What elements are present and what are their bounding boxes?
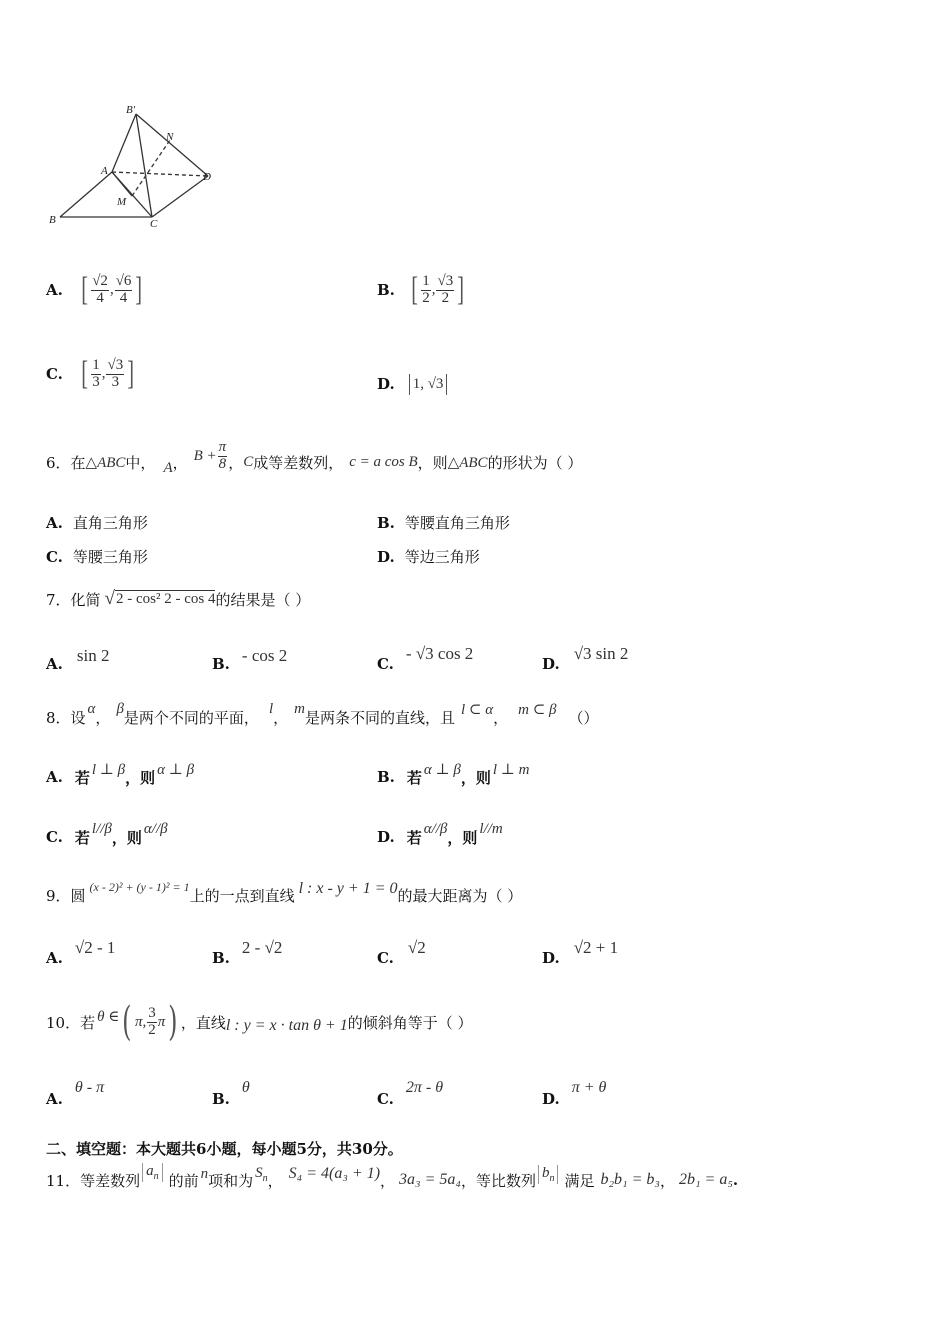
option-text: 直角三角形 <box>72 514 148 532</box>
q11-sn: S <box>255 1164 263 1181</box>
label-a: A <box>101 165 108 177</box>
q10-two: 2 <box>148 1021 156 1038</box>
q11-comma-2: ， <box>380 1171 396 1190</box>
q10-option-b <box>212 1078 250 1108</box>
option-ze: ，则 <box>460 768 491 787</box>
q6-pi: π <box>218 438 227 455</box>
q6-text-4: 的形状为（ ） <box>487 453 583 472</box>
q11-text-2: 项和为 <box>208 1171 254 1190</box>
q11-bn-sub: n <box>549 1172 555 1184</box>
q8-beta: β <box>116 700 124 717</box>
option-ze: ，则 <box>111 828 142 847</box>
option-result: α//β <box>143 820 168 837</box>
question-9 <box>46 878 522 912</box>
q6-option-b <box>377 512 510 533</box>
q11-an <box>142 1163 163 1182</box>
option-ze: ，则 <box>125 768 156 787</box>
option-letter: D. <box>377 548 395 566</box>
geometry-figure <box>40 100 230 235</box>
q11-end: . <box>732 1171 739 1189</box>
option-letter: D. <box>542 1090 560 1108</box>
option-letter: A. <box>46 768 63 786</box>
frac-den: 3 <box>111 373 120 390</box>
q7-radicand: 2 - cos² 2 - cos 4 <box>115 591 216 607</box>
option-letter: B. <box>377 514 395 532</box>
option-ruo: 若 <box>74 768 90 787</box>
option-letter: A. <box>46 655 63 673</box>
q6-a: A <box>163 459 173 476</box>
q6-number: 6．在 <box>46 453 86 472</box>
option-value: sin 2 <box>76 646 110 665</box>
option-letter: D. <box>377 828 395 846</box>
q11-sn-sub: n <box>262 1172 268 1184</box>
q6-triangle: △ABC <box>85 454 126 471</box>
q8-number: 8．设 <box>46 708 86 727</box>
question-8 <box>46 700 599 734</box>
q8-text-2: 是两条不同的直线，且 <box>304 708 455 727</box>
option-value: 2π - θ <box>405 1079 444 1096</box>
q6-c: C <box>243 453 254 470</box>
option-value: - √3 cos 2 <box>405 644 474 663</box>
q9-line-eq: l : x - y + 1 = 0 <box>298 880 398 897</box>
option-ruo: 若 <box>74 828 90 847</box>
q10-line-eq: l : y = x · tan θ + 1 <box>225 1017 348 1034</box>
option-letter: A. <box>46 514 63 532</box>
q7-option-d <box>542 644 629 673</box>
q11-text-4: 满足 <box>564 1171 595 1190</box>
frac-num: √3 <box>437 272 454 289</box>
option-letter: A. <box>46 949 63 967</box>
option-text: 等腰直角三角形 <box>404 514 510 532</box>
q10-option-d <box>542 1078 607 1108</box>
q7-option-b <box>212 646 288 673</box>
q8-cond-1: l ⊂ α <box>460 701 494 718</box>
label-d: D <box>203 171 211 183</box>
q10-option-c <box>377 1078 444 1108</box>
option-condition: l//β <box>91 820 112 837</box>
option-value: θ - π <box>74 1079 105 1096</box>
q7-option-c <box>377 644 474 673</box>
q5-option-a: A. [ $\frac{√2}{4}$ , $\frac{√6}{4}$ ] <box>46 271 143 308</box>
option-condition: l ⊥ β <box>91 761 126 778</box>
q6-option-a <box>46 512 148 533</box>
q10-text-1: ，直线 <box>180 1013 226 1032</box>
q8-comma: ， <box>95 708 111 727</box>
q10-text-2: 的倾斜角等于（ ） <box>347 1013 473 1032</box>
q11-eq-4: 2b₁ = a₅ <box>678 1171 733 1188</box>
option-letter: C. <box>377 655 394 673</box>
q8-paren: （） <box>568 708 599 727</box>
q10-pi-2: π <box>157 1013 166 1030</box>
option-ze: ，则 <box>447 828 478 847</box>
q11-comma: ， <box>267 1171 283 1190</box>
q11-number: 11．等差数列 <box>46 1171 141 1190</box>
q10-theta-in: θ ∈ <box>97 1008 120 1025</box>
option-letter: C. <box>46 365 63 383</box>
q9-option-c <box>377 938 426 967</box>
q7-number: 7．化简 <box>46 590 101 609</box>
label-c: C <box>150 218 158 230</box>
q8-alpha: α <box>87 700 96 717</box>
q11-bn <box>538 1165 559 1184</box>
label-b-prime: B′ <box>126 104 136 116</box>
frac-num: √2 <box>92 272 108 289</box>
q8-m: m <box>294 700 305 717</box>
option-letter: B. <box>212 949 230 967</box>
q6-text-3: ，则 <box>417 453 448 472</box>
q6-triangle-2: △ABC <box>447 454 488 471</box>
q7-tail: 的结果是（ ） <box>215 590 311 609</box>
option-letter: C. <box>377 949 394 967</box>
q6-comma-2: ， <box>228 453 244 472</box>
q6-equation: c = a cos B <box>349 453 418 470</box>
q11-eq-2: 3a₃ = 5a₄ <box>399 1171 461 1188</box>
q10-three: 3 <box>148 1004 156 1021</box>
option-text: 等腰三角形 <box>72 548 148 566</box>
label-b: B <box>49 214 56 226</box>
q8-option-c <box>46 820 168 854</box>
option-value: √2 + 1 <box>573 938 619 957</box>
q5-option-d <box>377 366 447 402</box>
q6-eight: 8 <box>218 455 227 472</box>
label-n: N <box>166 131 174 143</box>
frac-den: 2 <box>441 289 450 306</box>
option-value: - cos 2 <box>241 646 288 665</box>
q10-pi: π, <box>134 1013 147 1030</box>
option-letter: C. <box>377 1090 394 1108</box>
option-value: √3 sin 2 <box>573 644 629 663</box>
q7-option-a <box>46 646 110 673</box>
q6-option-d <box>377 546 480 567</box>
option-ruo: 若 <box>406 828 422 847</box>
q10-number: 10．若 <box>46 1013 96 1032</box>
option-value: √2 - 1 <box>74 938 116 957</box>
q11-bn-letter: b <box>541 1164 550 1181</box>
q8-option-b <box>377 760 530 794</box>
q8-option-d <box>377 820 503 854</box>
q8-comma-3: ， <box>493 708 509 727</box>
section-heading: 二、填空题：本大题共6小题，每小题5分，共30分。 <box>46 1140 403 1158</box>
option-letter: D. <box>542 655 560 673</box>
q9-option-a <box>46 938 116 967</box>
question-7: 7．化简 √ 2 - cos² 2 - cos 4 的结果是（ ） <box>46 588 311 609</box>
question-6 <box>46 436 582 488</box>
option-letter: A. <box>46 1090 63 1108</box>
q6-option-c <box>46 546 148 567</box>
q11-an-sub: n <box>153 1170 159 1182</box>
q9-option-b <box>212 938 283 967</box>
option-value: π + θ <box>571 1079 607 1096</box>
option-ruo: 若 <box>406 768 422 787</box>
q11-text-1: 的前 <box>168 1171 199 1190</box>
q8-comma-2: ， <box>273 708 289 727</box>
q9-text-1: 上的一点到直线 <box>189 886 295 905</box>
question-11 <box>46 1162 738 1198</box>
q11-n: n <box>200 1165 209 1182</box>
q11-eq-1: S₄ = 4(a₃ + 1) <box>288 1165 381 1182</box>
option-letter: B. <box>212 655 230 673</box>
option-letter: C. <box>46 548 63 566</box>
option-result: l//m <box>479 820 503 837</box>
q11-an-letter: a <box>146 1162 154 1179</box>
q6-comma: ， <box>172 453 188 472</box>
option-letter: B. <box>377 281 395 299</box>
q8-cond-2: m ⊂ β <box>518 701 557 718</box>
option-letter: B. <box>212 1090 230 1108</box>
q8-l: l <box>268 700 274 717</box>
q9-option-d <box>542 938 619 967</box>
option-condition: α ⊥ β <box>423 761 461 778</box>
frac-den: 2 <box>422 289 430 306</box>
option-result: l ⊥ m <box>492 761 530 778</box>
q9-text-2: 的最大距离为（ ） <box>397 886 523 905</box>
q5-option-c: C. [ $\frac{1}{3}$ , $\frac{√3}{3}$ ] <box>46 355 135 392</box>
q11-comma-3: ， <box>659 1171 675 1190</box>
option-letter: A. <box>46 281 63 299</box>
option-letter: D. <box>542 949 560 967</box>
option-condition: α//β <box>423 820 448 837</box>
q8-text-1: 是两个不同的平面， <box>123 708 259 727</box>
option-letter: C. <box>46 828 63 846</box>
frac-num: 1 <box>422 272 430 289</box>
q9-number: 9．圆 <box>46 886 86 905</box>
option-text: 等边三角形 <box>404 548 480 566</box>
frac-den: 4 <box>96 289 104 306</box>
option-result: α ⊥ β <box>157 761 195 778</box>
frac-num: √3 <box>107 356 124 373</box>
q8-option-a <box>46 760 194 794</box>
q5-option-b: B. [ $\frac{1}{2}$ , $\frac{√3}{2}$ ] <box>377 271 465 308</box>
option-letter: B. <box>377 768 395 786</box>
frac-num: √6 <box>115 272 132 289</box>
q11-text-3: ，等比数列 <box>460 1171 536 1190</box>
q6-text-1: 中， <box>125 453 156 472</box>
frac-num: 1 <box>92 356 100 373</box>
option-letter: D. <box>377 375 395 393</box>
label-m: M <box>117 196 127 208</box>
frac-den: 3 <box>92 373 100 390</box>
q11-eq-3: b₂b₁ = b₃ <box>600 1171 660 1188</box>
option-value: 2 - √2 <box>241 938 283 957</box>
question-10: 10．若 θ ∈ ( π, $\frac{3}{2}$ π ) ，直线 l : y = x · tan θ + 1 的倾斜角等于（ ） <box>46 999 473 1045</box>
interval-value: 1, √3 <box>409 374 448 395</box>
q10-option-a <box>46 1078 105 1108</box>
frac-den: 4 <box>119 289 128 306</box>
option-value: θ <box>241 1079 250 1096</box>
option-value: √2 <box>407 938 426 957</box>
q6-b-expr: B + <box>193 447 217 464</box>
q6-text-2: 成等差数列， <box>253 453 344 472</box>
q9-circle-eq: (x - 2)² + (y - 1)² = 1 <box>89 879 190 894</box>
